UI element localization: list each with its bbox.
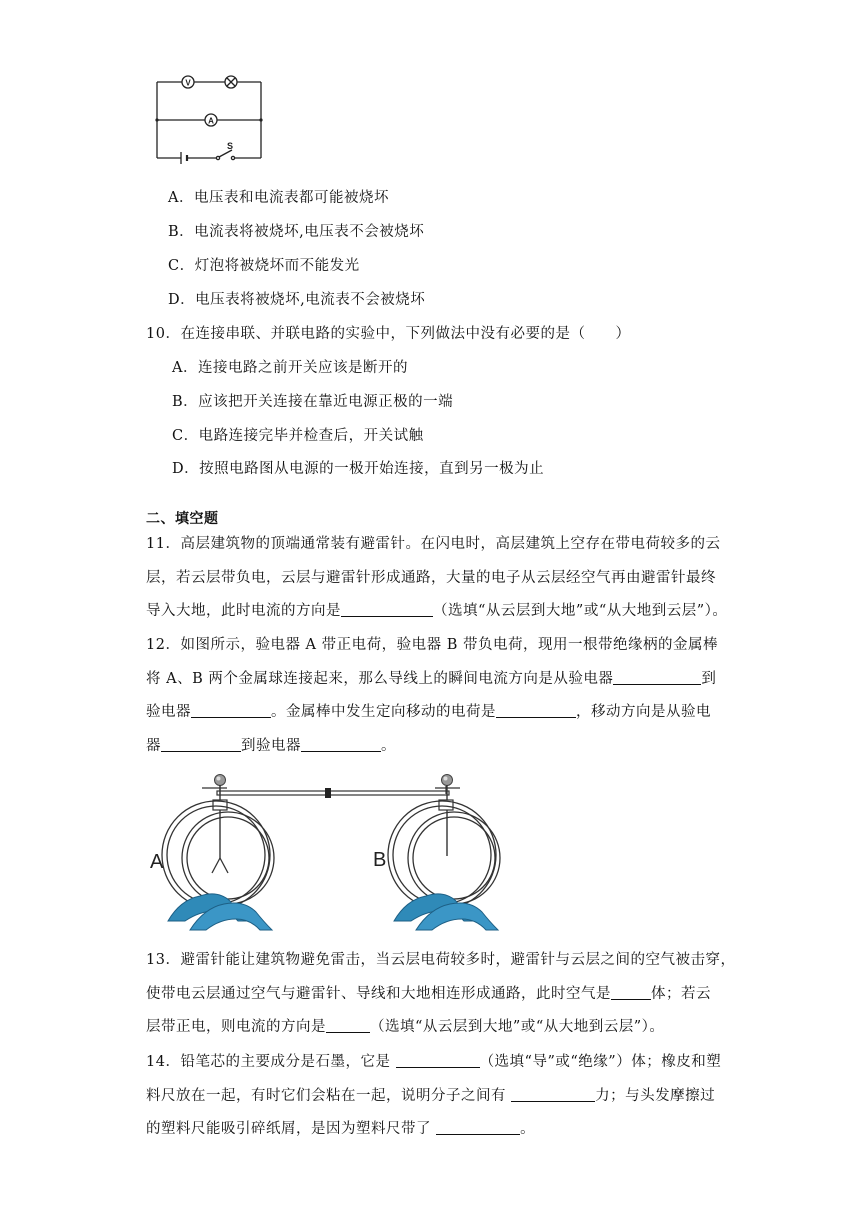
q13-text: 使带电云层通过空气与避雷针、导线和大地相连形成通路，此时空气是 <box>146 985 611 1002</box>
junction-dot <box>259 118 262 121</box>
ammeter-label: A <box>208 116 214 126</box>
answer-blank[interactable] <box>613 670 701 685</box>
answer-blank[interactable] <box>511 1087 595 1102</box>
q12-text: 到 <box>701 670 717 687</box>
q12-line-3 <box>146 696 718 730</box>
voltmeter-label: V <box>185 78 191 88</box>
q9-option-b: B．电流表将被烧坏,电压表不会被烧坏 <box>168 224 425 240</box>
q10-stem: 10．在连接串联、并联电路的实验中，下列做法中没有必要的是（ ） <box>146 326 631 342</box>
q13-line-2 <box>146 978 735 1012</box>
lamp-symbol <box>225 76 237 88</box>
electroscope-a <box>162 775 274 931</box>
label-b: B <box>373 849 387 871</box>
q10-option-a: A．连接电路之前开关应该是断开的 <box>172 360 408 376</box>
answer-blank[interactable] <box>611 985 651 1000</box>
q10-option-d: D．按照电路图从电源的一极开始连接，直到另一极为止 <box>172 461 545 477</box>
q9-option-a: A．电压表和电流表都可能被烧坏 <box>168 190 389 206</box>
answer-blank[interactable] <box>436 1120 520 1135</box>
q13-text: （选填“从云层到大地”或“从大地到云层”）。 <box>370 1019 665 1035</box>
q14-text: 。 <box>520 1121 536 1137</box>
q14-text: （选填“导”或“绝缘”）体；橡皮和塑 <box>479 1054 722 1070</box>
switch-label: S <box>227 141 234 151</box>
question-11 <box>146 528 727 629</box>
q12-line-2 <box>146 663 718 697</box>
q10-option-b: B．应该把开关连接在靠近电源正极的一端 <box>172 394 454 410</box>
q12-line-1: 12．如图所示，验电器 A 带正电荷，验电器 B 带负电荷，现用一根带绝缘柄的金属棒 <box>146 637 719 653</box>
q10-option-c: C．电路连接完毕并检查后，开关试触 <box>172 428 424 444</box>
battery-symbol <box>181 152 187 164</box>
q9-option-d: D．电压表将被烧坏,电流表不会被烧坏 <box>168 292 426 308</box>
answer-blank[interactable] <box>326 1018 370 1033</box>
q12-text: ，移动方向是从验电 <box>576 704 711 720</box>
answer-blank[interactable] <box>301 737 381 752</box>
q11-text: （选填“从云层到大地”或“从大地到云层”）。 <box>433 603 728 619</box>
q11-line-2: 层，若云层带负电，云层与避雷针形成通路，大量的电子从云层经空气再由避雷针最终 <box>146 569 716 586</box>
q11-text: 导入大地，此时电流的方向是 <box>146 603 341 619</box>
switch-symbol <box>216 150 234 160</box>
q12-text: 验电器 <box>146 704 191 720</box>
answer-blank[interactable] <box>161 737 241 752</box>
question-14 <box>146 1046 721 1147</box>
q12-text: 。金属棒中发生定向移动的电荷是 <box>271 704 496 720</box>
label-a: A <box>150 851 164 873</box>
insulating-handle <box>325 788 331 798</box>
q14-text: 14．铅笔芯的主要成分是石墨，它是 <box>146 1054 396 1070</box>
q14-text: 的塑料尺能吸引碎纸屑，是因为塑料尺带了 <box>146 1121 437 1137</box>
q14-line-2 <box>146 1080 721 1114</box>
q14-line-1 <box>146 1046 721 1080</box>
q13-text: 层带正电，则电流的方向是 <box>146 1019 326 1035</box>
answer-blank[interactable] <box>341 602 433 617</box>
q12-line-4 <box>146 730 718 764</box>
electroscope-b <box>388 775 500 931</box>
q12-text: 将 A、B 两个金属球连接起来，那么导线上的瞬间电流方向是从验电器 <box>146 670 614 687</box>
circuit-diagram <box>150 72 268 164</box>
question-12 <box>146 629 718 763</box>
question-13 <box>146 944 735 1045</box>
answer-blank[interactable] <box>396 1053 480 1068</box>
section-title: 二、填空题 <box>146 511 219 527</box>
q13-line-3 <box>146 1011 735 1045</box>
q9-option-c: C．灯泡将被烧坏而不能发光 <box>168 258 360 274</box>
voltmeter-symbol <box>182 76 194 88</box>
q13-line-1: 13．避雷针能让建筑物避免雷击，当云层电荷较多时，避雷针与云层之间的空气被击穿， <box>146 952 736 968</box>
q12-text: 到验电器 <box>241 737 301 754</box>
q12-text: 。 <box>381 737 396 754</box>
electroscope-figure <box>140 768 510 933</box>
q13-text: 体；若云 <box>651 985 711 1002</box>
ammeter-symbol <box>205 114 217 126</box>
answer-blank[interactable] <box>191 703 271 718</box>
q11-line-1: 11．高层建筑物的顶端通常装有避雷针。在闪电时，高层建筑上空存在带电荷较多的云 <box>146 536 721 552</box>
q11-line-3 <box>146 595 727 629</box>
q14-text: 料尺放在一起，有时它们会粘在一起，说明分子之间有 <box>146 1087 512 1104</box>
metal-rod <box>217 791 449 795</box>
answer-blank[interactable] <box>496 703 576 718</box>
q14-text: 力；与头发摩擦过 <box>595 1087 716 1104</box>
junction-dot <box>155 118 158 121</box>
q12-text: 器 <box>146 737 161 754</box>
q14-line-3 <box>146 1113 721 1147</box>
